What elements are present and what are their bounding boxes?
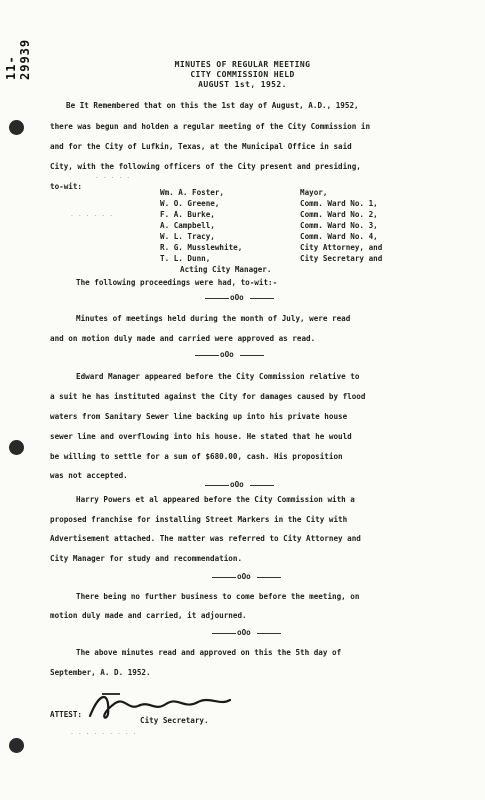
punch-hole [9,440,24,455]
heading-line-1: MINUTES OF REGULAR MEETING [174,60,311,69]
para2-line: sewer line and overflowing into his house. He stated that he would [50,432,352,441]
officer-name: W. O. Greene, [160,199,220,208]
para3-line: proposed franchise for installing Street Markers in the City with [50,515,348,524]
para2-line: Edward Manager appeared before the City Commission relative to [76,372,360,381]
para2-line: be willing to settle for a sum of $680.00, cash. His proposition [50,452,343,461]
faint-bleedthrough: . . . . . . . . . [70,728,137,736]
officer-title: City Attorney, and [300,243,383,252]
officer-name: A. Campbell, [160,221,215,230]
separator [212,628,282,638]
para5-line: The above minutes read and approved on this the 5th day of [76,648,342,657]
para4-line: motion duly made and carried, it adjourned. [50,611,247,620]
faint-bleedthrough: . . . . . . [70,210,114,218]
para2-line: waters from Sanitary Sewer line backing up into his private house [50,412,348,421]
separator-mark: oOo [237,628,251,637]
faint-bleedthrough: . . . . . [95,172,131,180]
officer-name: F. A. Burke, [160,210,215,219]
heading-line-2: CITY COMMISSION HELD [190,70,295,79]
officer-tail: Acting City Manager. [180,265,272,274]
intro-line: City, with the following officers of the City present and presiding, [50,162,361,171]
separator-mark: oOo [237,572,251,581]
separator-mark: oOo [230,293,244,302]
officer-title: City Secretary and [300,254,383,263]
para1-line: Minutes of meetings held during the month of July, were read [76,314,351,323]
intro-line: there was begun and holden a regular meeting of the City Commission in [50,122,371,131]
intro-line: and for the City of Lufkin, Texas, at the Municipal Office in said [50,142,352,151]
para2-line: was not accepted. [50,471,128,480]
document-number-stamp: 11-29939 [4,38,32,80]
officer-name: R. G. Musslewhite, [160,243,243,252]
attest-label: ATTEST: [50,710,83,719]
proceedings-line: The following proceedings were had, to-wit:- [76,278,278,287]
city-secretary-title: City Secretary. [140,716,209,725]
para5-line: September, A. D. 1952. [50,668,151,677]
officer-title: Comm. Ward No. 2, [300,210,378,219]
officer-title: Mayor, [300,188,328,197]
separator-mark: oOo [220,350,234,359]
intro-line: to-wit: [50,182,83,191]
heading-line-3: AUGUST 1st, 1952. [198,80,287,89]
intro-line: Be It Remembered that on this the 1st day of August, A.D., 1952, [66,101,359,110]
para4-line: There being no further business to come before the meeting, on [76,592,360,601]
officer-title: Comm. Ward No. 4, [300,232,378,241]
para2-line: a suit he has instituted against the City for damages caused by flood [50,392,366,401]
para3-line: City Manager for study and recommendation. [50,554,243,563]
officer-name: W. L. Tracy, [160,232,215,241]
officer-name: T. L. Dunn, [160,254,211,263]
para3-line: Advertisement attached. The matter was referred to City Attorney and [50,534,361,543]
officer-title: Comm. Ward No. 3, [300,221,378,230]
separator [212,572,282,582]
separator [195,350,265,360]
punch-hole [9,120,24,135]
separator [205,293,275,303]
officer-title: Comm. Ward No. 1, [300,199,378,208]
officer-name: Wm. A. Foster, [160,188,225,197]
punch-hole [9,738,24,753]
separator [205,480,275,490]
para1-line: and on motion duly made and carried were approved as read. [50,334,316,343]
separator-mark: oOo [230,480,244,489]
para3-line: Harry Powers et al appeared before the City Commission with a [76,495,355,504]
